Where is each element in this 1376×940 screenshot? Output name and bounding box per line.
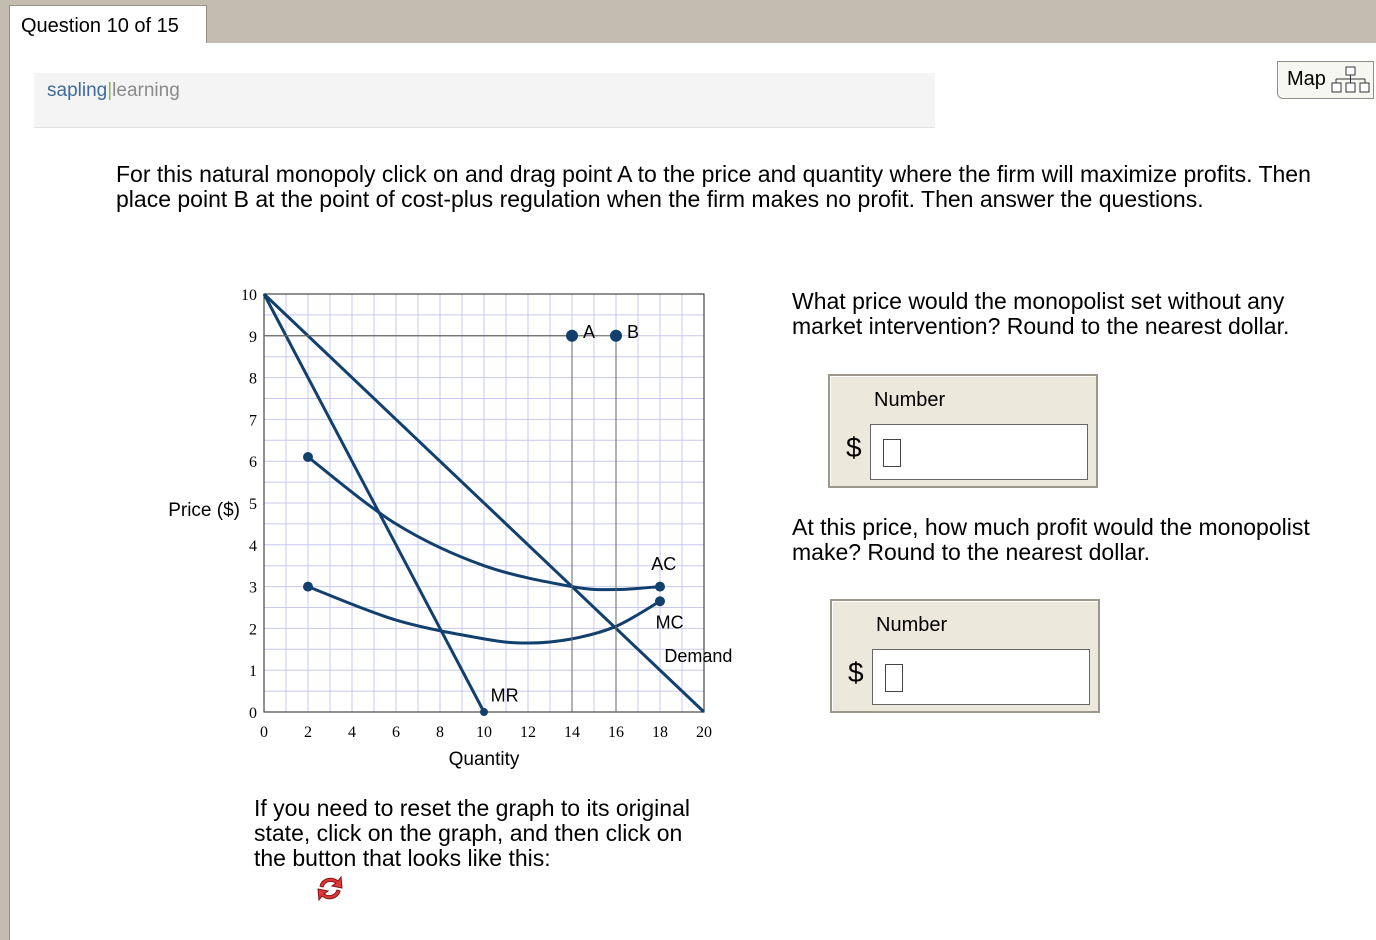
answer-1-label: Number	[874, 389, 946, 411]
ac-endpoint	[655, 582, 665, 592]
mc-endpoint	[655, 596, 665, 606]
profit-answer-input[interactable]	[872, 649, 1090, 705]
answer-2-unit: $	[848, 657, 864, 688]
price-answer-input[interactable]	[870, 424, 1088, 480]
reset-icon	[314, 872, 346, 906]
point-a-handle[interactable]	[566, 330, 578, 342]
logo-sapling: sapling	[47, 80, 108, 101]
text-cursor	[885, 664, 903, 692]
question-2-text: At this price, how much profit would the monopolist make? Round to the nearest dollar.	[792, 514, 1310, 565]
y-tick-label: 10	[241, 287, 257, 304]
point-a-label: A	[583, 321, 596, 342]
x-tick-label: 16	[608, 724, 624, 741]
x-tick-label: 14	[564, 724, 580, 741]
x-tick-label: 12	[520, 724, 536, 741]
mc-label: MC	[655, 612, 684, 633]
sapling-learning-logo	[47, 80, 180, 102]
ac-label: AC	[651, 553, 677, 574]
answer-2-label: Number	[876, 614, 948, 636]
mr-endpoint	[480, 708, 488, 716]
sitemap-icon	[1331, 65, 1371, 95]
reset-instructions: If you need to reset the graph to its original state, click on the graph, and then click on the button that looks like this:	[254, 795, 690, 871]
y-tick-label: 2	[249, 621, 257, 639]
y-tick-label: 6	[249, 454, 257, 472]
mc-endpoint	[303, 582, 313, 592]
y-tick-label: 8	[249, 370, 257, 388]
y-tick-label: 3	[249, 579, 257, 597]
sprout-icon: |	[107, 80, 113, 101]
x-tick-label: 18	[652, 724, 668, 741]
y-tick-label: 9	[249, 328, 257, 346]
text-cursor	[883, 439, 901, 467]
question-instructions: For this natural monopoly click on and drag point A to the price and quantity where the firm will maximize profits. Then place point B at the point of cost-plus regulation when the firm makes no profit. Then answer the questions.	[116, 161, 1311, 212]
x-tick-label: 20	[696, 724, 712, 741]
x-tick-label: 2	[304, 724, 312, 741]
y-tick-label: 1	[249, 663, 257, 681]
x-tick-label: 0	[260, 724, 268, 741]
answer-box-2	[830, 599, 1100, 713]
ac-endpoint	[303, 452, 313, 462]
y-axis-label: Price ($)	[168, 500, 240, 521]
question-tab[interactable]	[9, 5, 207, 43]
y-tick-label: 7	[249, 412, 257, 430]
y-tick-label: 5	[249, 496, 257, 513]
demand-label: Demand	[664, 645, 733, 666]
monopoly-graph[interactable]	[150, 280, 750, 780]
point-b-label: B	[627, 321, 640, 342]
map-button[interactable]	[1277, 61, 1374, 99]
x-tick-label: 6	[392, 724, 400, 741]
y-tick-label: 0	[249, 705, 257, 722]
question-counter: Question 10 of 15	[21, 15, 179, 37]
answer-box-1	[828, 374, 1098, 488]
question-1-text: What price would the monopolist set without any market intervention? Round to the nearest dollar.	[792, 288, 1290, 339]
x-tick-label: 4	[348, 724, 356, 741]
point-b-handle[interactable]	[610, 330, 622, 342]
map-label: Map	[1287, 68, 1326, 90]
x-tick-label: 8	[436, 724, 444, 741]
logo-learning: learning	[112, 80, 180, 101]
mr-label: MR	[490, 685, 519, 706]
answer-1-unit: $	[846, 432, 862, 463]
x-axis-label: Quantity	[448, 749, 520, 770]
x-tick-label: 10	[476, 724, 492, 741]
y-tick-label: 4	[249, 537, 257, 555]
